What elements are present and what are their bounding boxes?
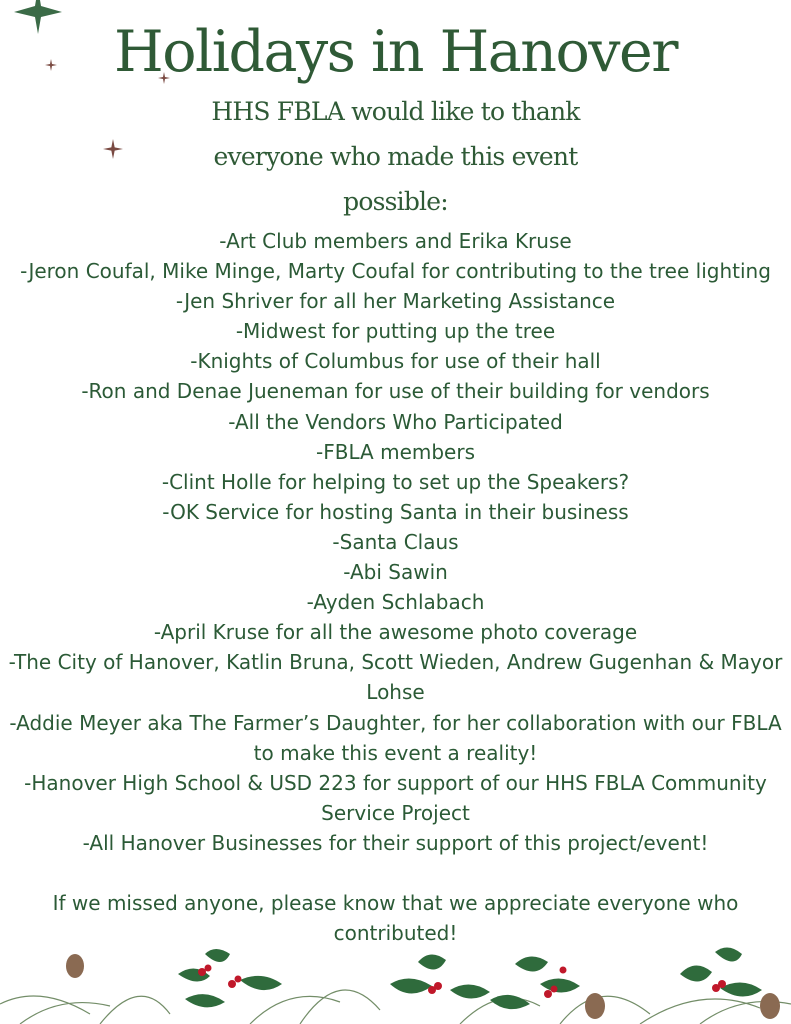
list-item: -Abi Sawin (343, 560, 448, 585)
list-item: -April Kruse for all the awesome photo coverage (153, 620, 638, 645)
list-item: -Clint Holle for helping to set up the Speakers? (161, 469, 630, 494)
list-item: -Ayden Schlabach (306, 590, 485, 615)
holly-pine-garland-icon (0, 944, 791, 1024)
list-item: -Ron and Denae Jueneman for use of their building for vendors (81, 379, 710, 404)
closing-note: If we missed anyone, please know that we appreciate everyone who contributed! (52, 891, 739, 946)
list-item: -Midwest for putting up the tree (235, 319, 556, 344)
list-item: -Knights of Columbus for use of their hall (190, 349, 601, 374)
page-subtitle: HHS FBLA would like to thank everyone who made this event possible: (211, 97, 580, 216)
list-item: -OK Service for hosting Santa in their business (162, 499, 629, 524)
page-title: Holidays in Hanover (114, 19, 677, 85)
list-item: -Santa Claus (332, 529, 459, 554)
list-item: -All Hanover Businesses for their support of this project/event! (82, 830, 709, 855)
list-item: -Addie Meyer aka The Farmer’s Daughter, for her collaboration with our FBLA to make this event a reality! (9, 710, 782, 765)
thanks-list (0, 226, 791, 858)
list-item: -Jen Shriver for all her Marketing Assistance (175, 289, 616, 314)
list-item: -Hanover High School & USD 223 for support of our HHS FBLA Community Service Project (24, 770, 767, 825)
list-item: -FBLA members (316, 439, 475, 464)
list-item: -The City of Hanover, Katlin Bruna, Scott Wieden, Andrew Gugenhan & Mayor Lohse (8, 650, 783, 705)
list-item: -Art Club members and Erika Kruse (219, 229, 572, 253)
list-item: -Jeron Coufal, Mike Minge, Marty Coufal for contributing to the tree lighting (20, 259, 771, 284)
list-item: -All the Vendors Who Participated (228, 409, 563, 434)
